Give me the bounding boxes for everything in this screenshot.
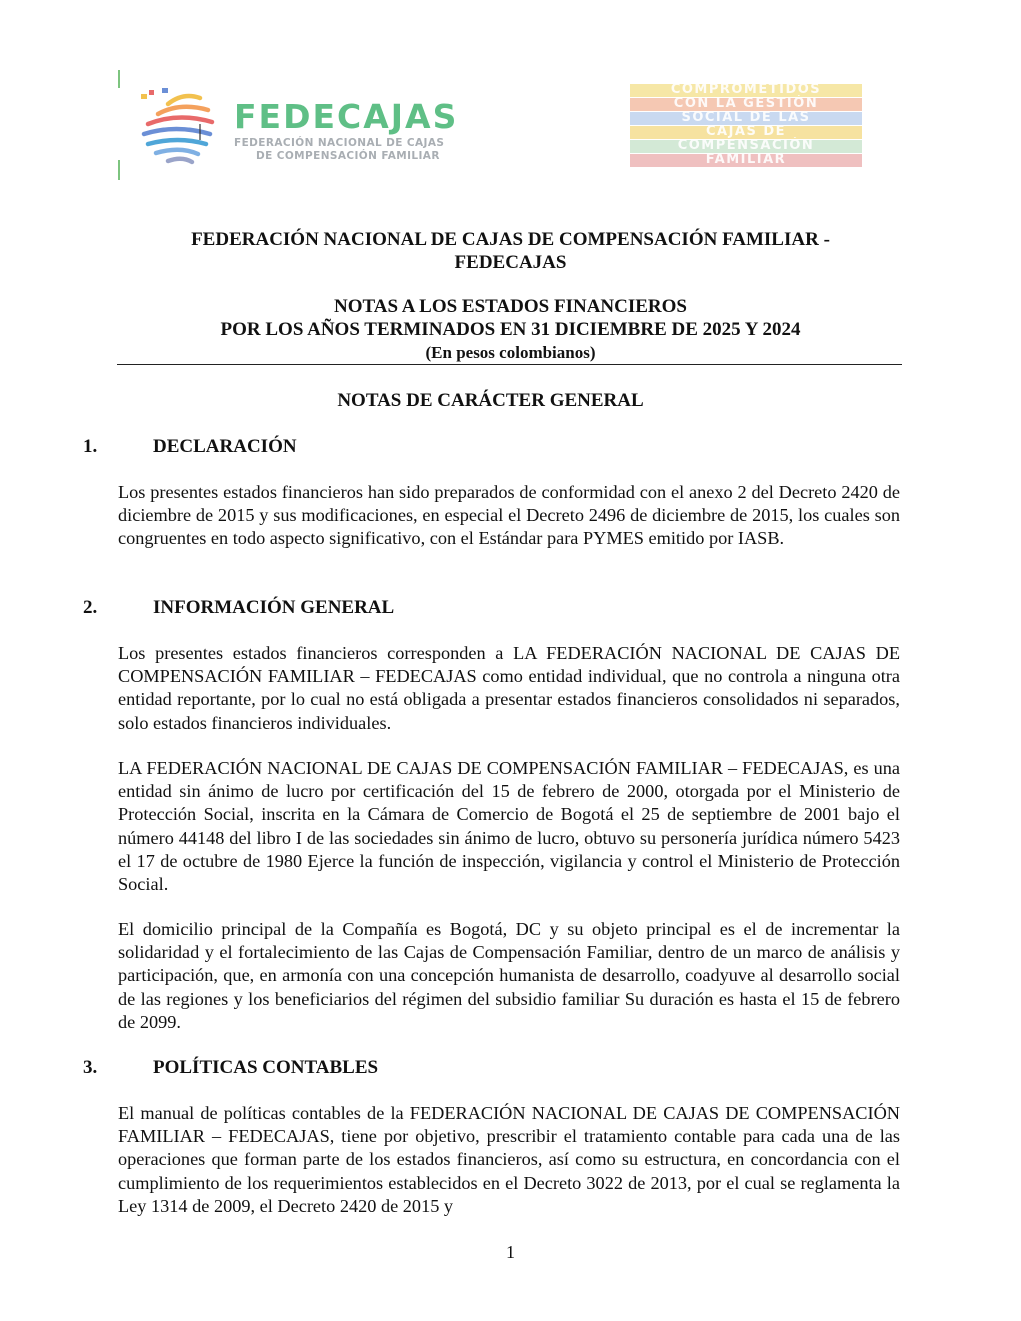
title-divider [117,364,902,365]
section-title: DECLARACIÓN [153,436,297,457]
title-line-3: NOTAS A LOS ESTADOS FINANCIEROS [333,296,687,317]
section-title: INFORMACIÓN GENERAL [153,597,395,618]
slogan-line: FAMILIAR [630,154,862,167]
general-notes-heading: NOTAS DE CARÁCTER GENERAL [337,390,644,411]
section-heading-1 [83,436,297,458]
logo-subtitle-line-2: DE COMPENSACIÓN FAMILIAR [256,150,440,163]
header-divider-top [118,70,120,88]
section-number: 1. [83,436,98,457]
header-divider-bottom [118,160,120,180]
title-line-4: POR LOS AÑOS TERMINADOS EN 31 DICIEMBRE DE 2025 Y 2024 [220,319,801,340]
slogan-line: CAJAS DE [630,126,862,139]
colombia-map-logo-icon [138,84,228,166]
section-number: 3. [83,1057,98,1078]
section-number: 2. [83,597,98,618]
logo-name: FEDECAJAS [234,97,459,136]
document-subtitle [0,295,1021,364]
title-line-1: FEDERACIÓN NACIONAL DE CAJAS DE COMPENSACIÓN FAMILIAR - [191,229,830,250]
section-heading-3 [83,1057,378,1079]
paragraph-politicas-contables: El manual de políticas contables de la FEDERACIÓN NACIONAL DE CAJAS DE COMPENSACIÓN FAMILIAR – FEDECAJAS, tiene por objetivo, prescribir el tratamiento contable para cada una de las operaciones que forman parte de los estados financieros, así como su estructura, en concordancia con el cumplimiento de los requerimientos establecidos en el Decreto 3022 de 2013, por el cual se reglamenta la Ley 1314 de 2009, el Decreto 2420 de 2015 y [118,1103,900,1216]
section-heading-2 [83,597,394,619]
slogan-line: COMPENSACIÓN [630,140,862,153]
document-title [0,228,1021,274]
logo-subtitle-line-1: FEDERACIÓN NACIONAL DE CAJAS [234,137,445,149]
slogan-line: COMPROMETIDOS [630,84,862,97]
slogan-graphic [630,84,862,168]
currency-note: (En pesos colombianos) [425,343,596,362]
slogan-line: CON LA GESTIÓN [630,98,862,111]
slogan-line: SOCIAL DE LAS [630,112,862,125]
page-number: 1 [506,1242,515,1262]
paragraph-declaracion: Los presentes estados financieros han sido preparados de conformidad con el anexo 2 del Decreto 2420 de diciembre de 2015 y sus modificaciones, en especial el Decreto 2496 de diciembre de 2015, los cuales son congruentes en todo aspecto significativo, con el Estándar para PYMES emitido por IASB. [118,482,900,549]
logo-text-block [234,97,459,163]
section-title: POLÍTICAS CONTABLES [153,1057,379,1078]
paragraph-info-general-2: LA FEDERACIÓN NACIONAL DE CAJAS DE COMPENSACIÓN FAMILIAR – FEDECAJAS, es una entidad sin ánimo de lucro por certificación del 15 de febrero de 2000, otorgada por el Ministerio de Protección Social, inscrita en la Cámara de Comercio de Bogotá el 25 de septiembre de 2001 bajo el número 44148 del libro I de las sociedades sin ánimo de lucro, obtuvo su personería jurídica número 5423 el 17 de octubre de 1980 Ejerce la función de inspección, vigilancia y control el Ministerio de Protección Social. [118,758,900,895]
paragraph-info-general-3: El domicilio principal de la Compañía es Bogotá, DC y su objeto principal es el de incrementar la solidaridad y el fortalecimiento de las Cajas de Compensación Familiar, dentro de un marco de análisis y participación, que, en armonía con una concepción humanista de desarrollo, coadyuve al desarrollo social de las regiones y los beneficiarios del régimen del subsidio familiar Su duración es hasta el 15 de febrero de 2099. [118,919,900,1032]
title-line-2: FEDECAJAS [454,252,567,273]
page-header [0,0,1021,200]
paragraph-info-general-1: Los presentes estados financieros corresponden a LA FEDERACIÓN NACIONAL DE CAJAS DE COMPENSACIÓN FAMILIAR – FEDECAJAS como entidad individual, que no controla a ninguna otra entidad reportante, por lo cual no está obligada a presentar estados financieros consolidados ni separados, solo estados financieros individuales. [118,643,900,733]
